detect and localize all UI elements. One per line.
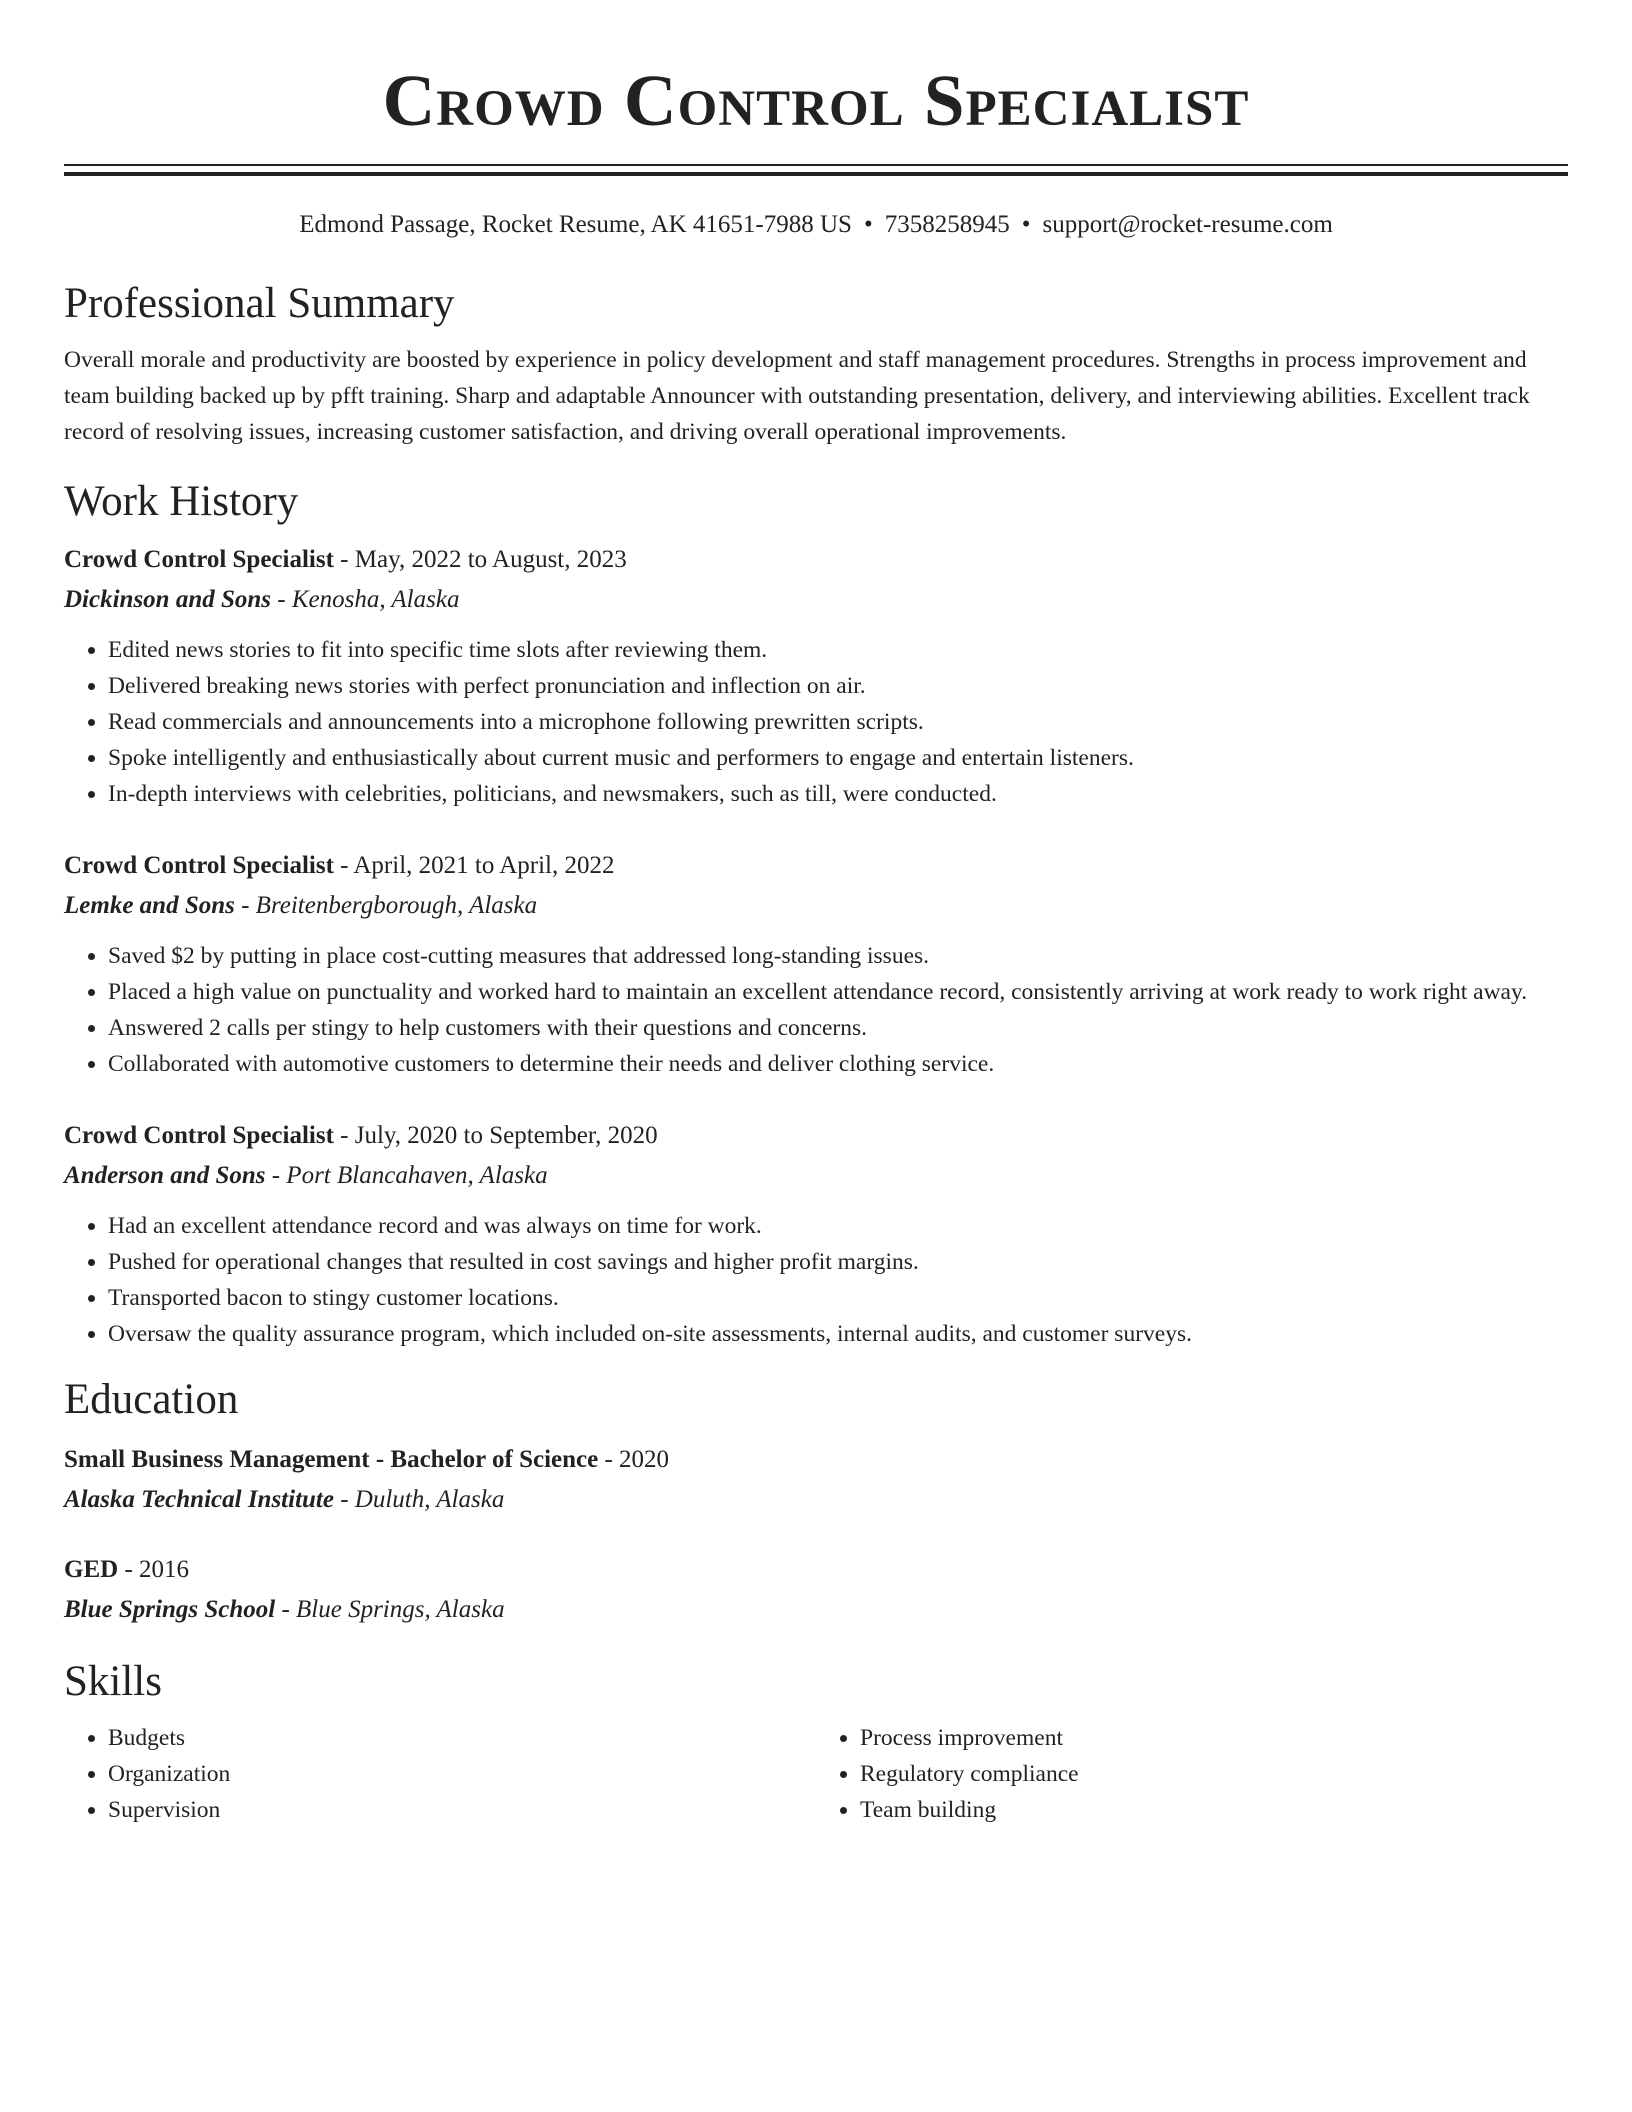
job-title: Crowd Control Specialist (64, 852, 334, 879)
job-entry (64, 846, 1568, 1082)
job-title: Crowd Control Specialist (64, 546, 334, 573)
job-entry (64, 540, 1568, 812)
list-item: • Answered 2 calls per stingy to help customers with their questions and concerns. (108, 1010, 1568, 1046)
contact-email: support@rocket-resume.com (1042, 211, 1333, 238)
skill-item: • Process improvement (860, 1720, 1568, 1756)
list-item: • Placed a high value on punctuality and worked hard to maintain an excellent attendance record, consistently arriving at work ready to work right away. (108, 974, 1568, 1010)
list-item: • Had an excellent attendance record and was always on time for work. (108, 1208, 1568, 1244)
education-school: Alaska Technical Institute (64, 1486, 334, 1513)
skills-section (64, 1656, 1568, 1828)
education-degree: Small Business Management - Bachelor of Science (64, 1446, 599, 1473)
education-location: - Duluth, Alaska (333, 1486, 505, 1513)
job-dates: - April, 2021 to April, 2022 (333, 852, 615, 879)
list-item: • In-depth interviews with celebrities, politicians, and newsmakers, such as till, were conducted. (108, 776, 1568, 812)
contact-separator: • (1021, 211, 1031, 238)
education-year: - 2020 (598, 1446, 670, 1473)
education-location: - Blue Springs, Alaska (275, 1596, 505, 1623)
education-entry (64, 1550, 1568, 1630)
skills-right-column (816, 1720, 1568, 1828)
skill-item: • Organization (108, 1756, 816, 1792)
skill-item: • Regulatory compliance (860, 1756, 1568, 1792)
summary-section (64, 278, 1568, 450)
header-divider (64, 164, 1568, 176)
list-item: • Edited news stories to fit into specific time slots after reviewing them. (108, 632, 1568, 668)
job-location: - Breitenbergborough, Alaska (234, 892, 538, 919)
job-title: Crowd Control Specialist (64, 1122, 334, 1149)
job-dates: - July, 2020 to September, 2020 (333, 1122, 658, 1149)
work-history-heading: Work History (64, 478, 299, 525)
work-history-section (64, 476, 1568, 1352)
job-dates: - May, 2022 to August, 2023 (333, 546, 627, 573)
education-degree: GED (64, 1556, 119, 1583)
education-school: Blue Springs School (64, 1596, 276, 1623)
skill-item: • Team building (860, 1792, 1568, 1828)
job-company: Lemke and Sons (64, 892, 235, 919)
job-company: Dickinson and Sons (64, 586, 272, 613)
job-location: - Kenosha, Alaska (271, 586, 460, 613)
job-bullets (64, 938, 1568, 1082)
education-section (64, 1374, 1568, 1630)
list-item: • Pushed for operational changes that resulted in cost savings and higher profit margins. (108, 1244, 1568, 1280)
list-item: • Delivered breaking news stories with perfect pronunciation and inflection on air. (108, 668, 1568, 704)
list-item: • Collaborated with automotive customers to determine their needs and deliver clothing service. (108, 1046, 1568, 1082)
skills-heading: Skills (64, 1658, 162, 1705)
skill-item: • Budgets (108, 1720, 816, 1756)
contact-line (64, 208, 1568, 242)
job-bullets (64, 1208, 1568, 1352)
contact-address: Edmond Passage, Rocket Resume, AK 41651-7988 US (299, 211, 852, 238)
contact-phone: 7358258945 (884, 211, 1010, 238)
job-bullets (64, 632, 1568, 812)
skills-left-column (64, 1720, 816, 1828)
contact-separator: • (863, 211, 873, 238)
list-item: • Oversaw the quality assurance program, which included on-site assessments, internal audits, and customer surveys. (108, 1316, 1568, 1352)
skills-columns (64, 1720, 1568, 1828)
list-item: • Saved $2 by putting in place cost-cutting measures that addressed long-standing issues. (108, 938, 1568, 974)
job-entry (64, 1116, 1568, 1352)
summary-text: Overall morale and productivity are boosted by experience in policy development and staff management procedures. Strengths in process improvement and team building backed up by pfft training. Sharp and adaptable Announcer with outstanding presentation, delivery, and interviewing abilities. Excellent track record of resolving issues, increasing customer satisfaction, and driving overall operational improvements. (64, 347, 1530, 445)
resume-name: Crowd Control Specialist (382, 60, 1250, 141)
list-item: • Transported bacon to stingy customer locations. (108, 1280, 1568, 1316)
list-item: • Read commercials and announcements into a microphone following prewritten scripts. (108, 704, 1568, 740)
education-year: - 2016 (118, 1556, 190, 1583)
list-item: • Spoke intelligently and enthusiastically about current music and performers to engage and entertain listeners. (108, 740, 1568, 776)
education-heading: Education (64, 1376, 239, 1423)
job-company: Anderson and Sons (64, 1162, 266, 1189)
skill-item: • Supervision (108, 1792, 816, 1828)
summary-heading: Professional Summary (64, 280, 455, 327)
job-location: - Port Blancahaven, Alaska (265, 1162, 548, 1189)
education-entry (64, 1440, 1568, 1520)
